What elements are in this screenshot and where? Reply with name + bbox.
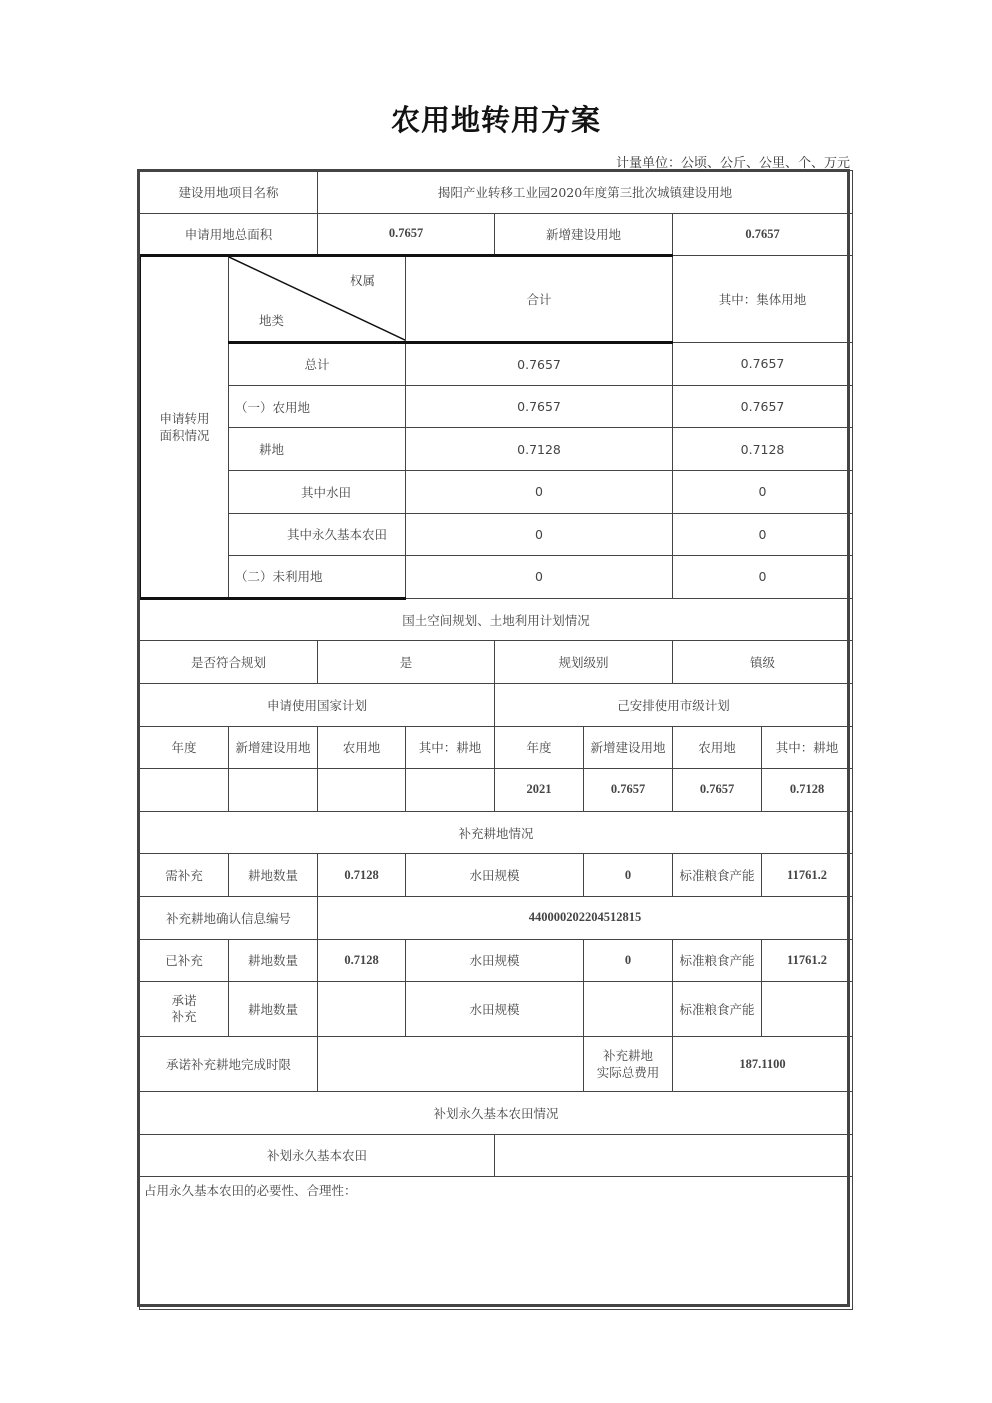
col-collective-header: 其中：集体用地 — [673, 256, 853, 343]
planning-section-title: 国土空间规划、土地利用计划情况 — [140, 598, 853, 641]
project-name-label: 建设用地项目名称 — [140, 171, 318, 214]
diagonal-header — [229, 256, 406, 343]
plan-value — [318, 769, 406, 812]
new-construction-value: 0.7657 — [673, 213, 853, 256]
qty-label: 耕地数量 — [229, 982, 318, 1037]
row-collective-total: 0.7657 — [673, 343, 853, 386]
plan-header: 农用地 — [673, 726, 762, 769]
national-plan-label: 申请使用国家计划 — [140, 683, 495, 726]
city-plan-label: 己安排使用市级计划 — [495, 683, 853, 726]
need-qty: 0.7128 — [318, 854, 406, 897]
project-name-value: 揭阳产业转移工业园2020年度第三批次城镇建设用地 — [318, 171, 853, 214]
plan-level-value: 镇级 — [673, 641, 853, 684]
plan-level-label: 规划级别 — [495, 641, 673, 684]
need-label: 需补充 — [140, 854, 229, 897]
row-collective-unused: 0 — [673, 556, 853, 599]
row-value-cultivated: 0.7128 — [406, 428, 673, 471]
diag-bottom-label: 地类 — [259, 313, 285, 329]
done-label: 已补充 — [140, 939, 229, 982]
confirm-value: 440000202204512815 — [318, 896, 853, 939]
basic-farmland-label: 补划永久基本农田 — [140, 1134, 495, 1177]
row-value-unused: 0 — [406, 556, 673, 599]
need-grain: 11761.2 — [762, 854, 853, 897]
paddy-label: 水田规模 — [406, 854, 584, 897]
promise-qty — [318, 982, 406, 1037]
supplement-section-title: 补充耕地情况 — [140, 811, 853, 854]
page-title: 农用地转用方案 — [390, 103, 601, 137]
plan-header: 其中：耕地 — [762, 726, 853, 769]
row-value-farmland: 0.7657 — [406, 385, 673, 428]
promise-label: 承诺 补充 — [140, 982, 229, 1037]
need-paddy: 0 — [584, 854, 673, 897]
conversion-side-label: 申请转用 面积情况 — [140, 256, 229, 599]
row-collective-cultivated: 0.7128 — [673, 428, 853, 471]
row-label-paddy: 其中水田 — [229, 470, 406, 513]
conversion-plan-table — [138, 170, 853, 1310]
plan-value: 0.7128 — [762, 769, 853, 812]
deadline-label: 承诺补充耕地完成时限 — [140, 1037, 318, 1092]
plan-value: 2021 — [495, 769, 584, 812]
total-area-value: 0.7657 — [318, 213, 495, 256]
plan-value — [406, 769, 495, 812]
plan-value — [140, 769, 229, 812]
plan-header: 其中：耕地 — [406, 726, 495, 769]
deadline-value — [318, 1037, 584, 1092]
plan-header: 新增建设用地 — [584, 726, 673, 769]
unit-line: 计量单位：公顷、公斤、公里、个、万元 — [615, 156, 850, 171]
basic-farmland-value — [495, 1134, 853, 1177]
grain-label: 标准粮食产能 — [673, 854, 762, 897]
qty-label: 耕地数量 — [229, 854, 318, 897]
cost-label: 补充耕地 实际总费用 — [584, 1037, 673, 1092]
plan-header: 农用地 — [318, 726, 406, 769]
row-label-unused: （二）未利用地 — [229, 556, 406, 599]
plan-header: 年度 — [495, 726, 584, 769]
paddy-label: 水田规模 — [406, 982, 584, 1037]
row-value-paddy: 0 — [406, 470, 673, 513]
row-collective-permanent: 0 — [673, 513, 853, 556]
done-grain: 11761.2 — [762, 939, 853, 982]
conform-label: 是否符合规划 — [140, 641, 318, 684]
basic-farmland-section-title: 补划永久基本农田情况 — [140, 1092, 853, 1135]
promise-grain — [762, 982, 853, 1037]
row-label-farmland: （一）农用地 — [229, 385, 406, 428]
grain-label: 标准粮食产能 — [673, 982, 762, 1037]
row-value-permanent: 0 — [406, 513, 673, 556]
promise-paddy — [584, 982, 673, 1037]
row-collective-paddy: 0 — [673, 470, 853, 513]
new-construction-label: 新增建设用地 — [495, 213, 673, 256]
diag-top-label: 权属 — [350, 273, 376, 289]
cost-value: 187.1100 — [673, 1037, 853, 1092]
total-area-label: 申请用地总面积 — [140, 213, 318, 256]
paddy-label: 水田规模 — [406, 939, 584, 982]
diagonal-line — [229, 257, 406, 341]
row-label-cultivated: 耕地 — [229, 428, 406, 471]
row-label-permanent: 其中永久基本农田 — [229, 513, 406, 556]
plan-value: 0.7657 — [673, 769, 762, 812]
col-total-header: 合计 — [406, 256, 673, 343]
row-value-total: 0.7657 — [406, 343, 673, 386]
row-label-total: 总计 — [229, 343, 406, 386]
grain-label: 标准粮食产能 — [673, 939, 762, 982]
row-collective-farmland: 0.7657 — [673, 385, 853, 428]
qty-label: 耕地数量 — [229, 939, 318, 982]
conform-value: 是 — [318, 641, 495, 684]
done-qty: 0.7128 — [318, 939, 406, 982]
plan-header: 年度 — [140, 726, 229, 769]
plan-header: 新增建设用地 — [229, 726, 318, 769]
done-paddy: 0 — [584, 939, 673, 982]
plan-value: 0.7657 — [584, 769, 673, 812]
plan-value — [229, 769, 318, 812]
confirm-label: 补充耕地确认信息编号 — [140, 896, 318, 939]
necessity-note: 占用永久基本农田的必要性、合理性： — [140, 1177, 853, 1310]
